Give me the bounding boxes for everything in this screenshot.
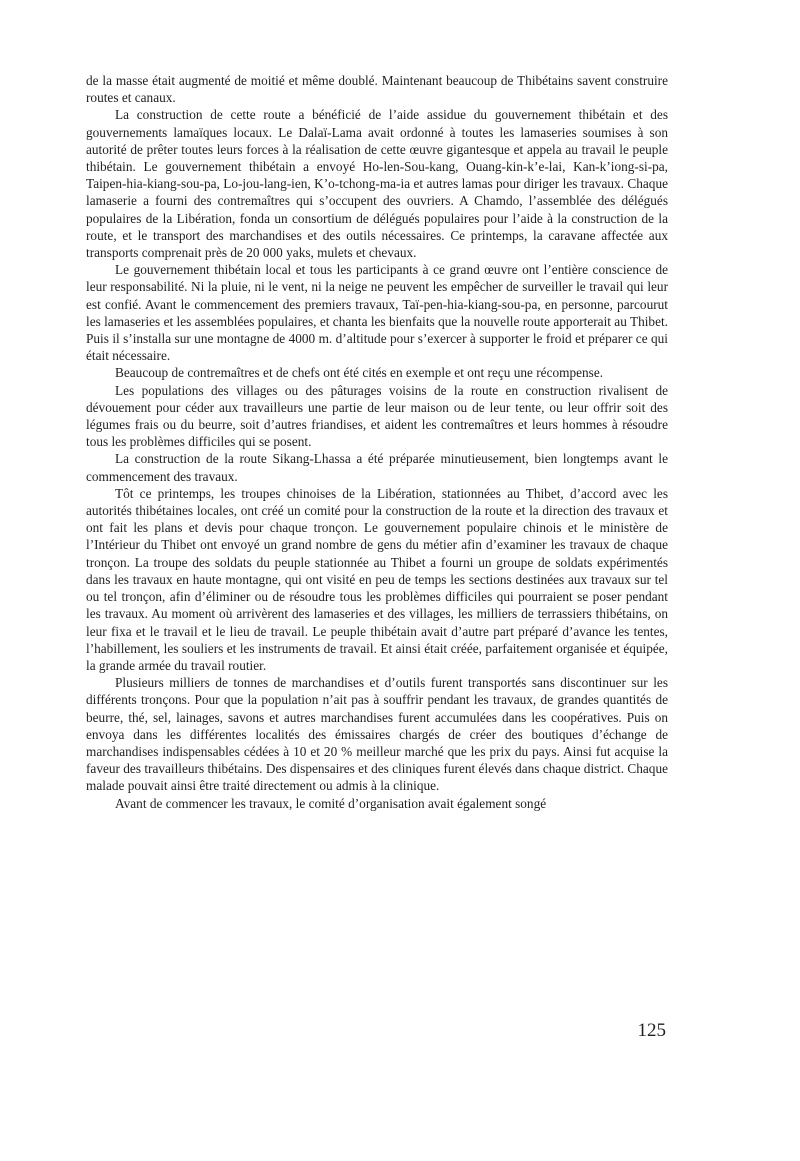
page-number: 125 [637,1020,666,1041]
paragraph: de la masse était augmenté de moitié et même doublé. Maintenant beaucoup de Thibétains savent construire routes et canaux. [86,73,668,106]
page-body-text [86,72,668,812]
paragraph: Plusieurs milliers de tonnes de marchandises et d’outils furent transportés sans discontinuer sur les différents tronçons. Pour que la population n’ait pas à souffrir pendant les travaux, de grandes quantités de beurre, thé, sel, lainages, savons et autres marchandises furent accumulées dans les coopératives. Puis on envoya dans les différentes localités des émissaires chargés de créer des boutiques d’échange de marchandises indispensables cédées à 10 et 20 % meilleur marché que les prix du pays. Ainsi fut acquise la faveur des travailleurs thibétains. Des dispensaires et des cliniques furent élevés dans chaque district. Chaque malade pouvait ainsi être traité directement ou admis à la clinique. [86,675,668,794]
paragraph: Avant de commencer les travaux, le comité d’organisation avait également songé [115,795,547,811]
paragraph: Beaucoup de contremaîtres et de chefs ont été cités en exemple et ont reçu une récompense. [115,365,604,381]
paragraph: Tôt ce printemps, les troupes chinoises de la Libération, stationnées au Thibet, d’accord avec les autorités thibétaines locales, ont créé un comité pour la construction de la route et la direction des travaux et ont fait les plans et devis pour chaque tronçon. Le gouvernement populaire chinois et le ministère de l’Intérieur du Thibet ont envoyé un grand nombre de gens du métier afin d’examiner les travaux de chaque tronçon. La troupe des soldats du peuple stationnée au Thibet a fourni un groupe de soldats expérimentés dans les travaux en haute montagne, qui ont visité en peu de temps les sections destinées aux travaux sur tel ou tel tronçon, afin d’éliminer ou de résoudre tous les problèmes difficiles qui pourraient se poser pendant les travaux. Au moment où arrivèrent des lamaseries et des villages, les milliers de terrassiers thibétains, on leur fixa et le travail et le lieu de travail. Le peuple thibétain avait d’autre part préparé d’avance les tentes, l’habillement, les souliers et les instruments de travail. Et ainsi était créée, parfaitement organisée et équipée, la grande armée du travail routier. [86,485,668,673]
paragraph: Le gouvernement thibétain local et tous les participants à ce grand œuvre ont l’entière conscience de leur responsabilité. Ni la pluie, ni le vent, ni la neige ne peuvent les empêcher de surveiller le travail qui leur est confié. Avant le commencement des premiers travaux, Taï-pen-hia-kiang-sou-pa, en personne, parcourut les lamaseries et les assemblées populaires, et chanta les bienfaits que la nouvelle route apporterait au Thibet. Puis il s’installa sur une montagne de 4000 m. d’altitude pour s’exercer à supporter le froid et préparer ce qui était nécessaire. [86,262,668,364]
paragraph: La construction de la route Sikang-Lhassa a été préparée minutieusement, bien longtemps avant le commencement des travaux. [86,451,668,484]
paragraph: La construction de cette route a bénéficié de l’aide assidue du gouvernement thibétain et des gouvernements lamaïques locaux. Le Dalaï-Lama avait ordonné à toutes les lamaseries soumises à son autorité de prêter toutes leurs forces à la réalisation de cette œuvre gigantesque et appela au travail le peuple thibétain. Le gouvernement thibétain a envoyé Ho-len-Sou-kang, Ouang-kin-k’e-lai, Kan-k’iong-si-pa, Taipen-hia-kiang-sou-pa, Lo-jou-lang-ien, K’o-tchong-ma-ia et autres lamas pour diriger les travaux. Chaque lamaserie a fourni des contremaîtres qui s’occupent des ouvriers. A Chamdo, l’assemblée des délégués populaires de la Libération, fonda un consortium de délégués populaires pour l’aide à la construction de la route, et le transport des marchandises et des outils nécessaires. Ce printemps, la caravane affectée aux transports comprenait près de 20 000 yaks, mulets et chevaux. [86,107,668,261]
paragraph: Les populations des villages ou des pâturages voisins de la route en construction rivalisent de dévouement pour céder aux travailleurs une partie de leur maison ou de leur tente, ou leur offrir soit des légumes frais ou du beurre, soit d’autres friandises, et aident les contremaîtres et leurs hommes à résoudre tous les problèmes difficiles qui se posent. [86,382,668,450]
